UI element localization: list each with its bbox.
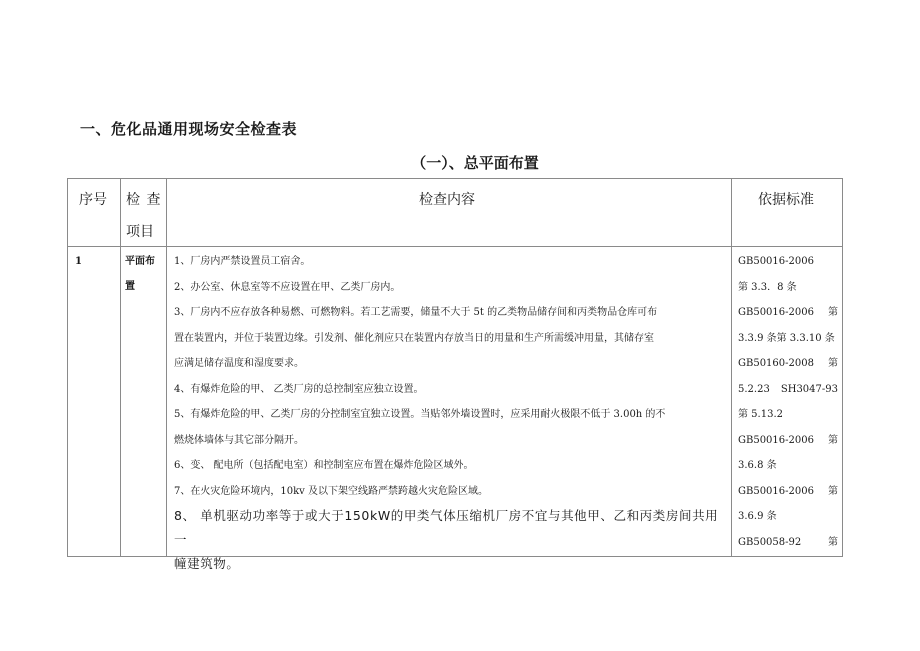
content-line: 7、在火灾危险环境内，10kv 及以下架空线路严禁跨越火灾危险区域。 (174, 485, 488, 497)
column-divider (120, 179, 121, 556)
row-item (125, 249, 165, 299)
column-divider (166, 179, 167, 556)
standard-line: 第 3.3．8 条 (738, 281, 797, 293)
standard-line: 3.3.9 条第 3.3.10 条 (738, 332, 835, 344)
standard-line: GB50160-2008 第 (738, 358, 838, 369)
header-item-line2: 项目 (126, 224, 154, 240)
header-divider (68, 246, 842, 247)
header-item-line1: 检 查 (126, 192, 162, 208)
standard-line: 3.6.9 条 (738, 511, 777, 522)
row-item-line2: 置 (125, 281, 135, 292)
content-line: 应满足储存温度和湿度要求。 (174, 358, 304, 369)
standard-line: GB50016-2006 (738, 256, 814, 267)
standard-line: 5.2.23 SH3047-93 (738, 383, 838, 395)
content-line: 3、厂房内不应存放各种易燃、可燃物料。若工艺需要，储量不大于 5t 的乙类物品储存间和丙类物品仓库可布 (174, 307, 658, 318)
content-line: 燃烧体墙体与其它部分隔开。 (174, 434, 304, 446)
document-title: 一、危化品通用现场安全检查表 (80, 120, 298, 138)
standard-line: GB50016-2006 第 (738, 434, 838, 446)
inspection-table (67, 178, 843, 571)
row-standard (738, 249, 838, 555)
row-content (174, 249, 729, 576)
content-line: 6、变、 配电所（包括配电室）和控制室应布置在爆炸危险区域外。 (174, 460, 474, 471)
content-line: 置在装置内，并位于装置边缘。引发剂、催化剂应只在装置内存放当日的用量和生产所需缓冲用量，其储存室 (174, 332, 654, 344)
standard-line: GB50058-92 第 (738, 536, 838, 548)
row-item-line1: 平面布 (125, 256, 155, 267)
content-line: 1、厂房内严禁设置员工宿舍。 (174, 256, 311, 267)
content-line: 2、办公室、休息室等不应设置在甲、乙类厂房内。 (174, 281, 401, 293)
content-line: 8、 单机驱动功率等于或大于150kW的甲类气体压缩机厂房不宜与其他甲、乙和丙类房间共用一 (174, 508, 719, 547)
content-line: 幢建筑物。 (174, 556, 240, 571)
section-title: （一）、总平面布置 (411, 154, 539, 172)
standard-line: 3.6.8 条 (738, 460, 777, 471)
content-line: 4、有爆炸危险的甲、 乙类厂房的总控制室应独立设置。 (174, 383, 424, 395)
column-divider (731, 179, 732, 556)
row-number: 1 (75, 256, 82, 267)
header-no: 序号 (79, 192, 107, 208)
standard-line: 第 5.13.2 (738, 409, 783, 420)
header-content: 检查内容 (419, 192, 475, 208)
header-standard: 依据标准 (758, 192, 814, 208)
content-line: 5、有爆炸危险的甲、乙类厂房的分控制室宜独立设置。当贴邻外墙设置时，应采用耐火极限不低于 3.00h 的不 (174, 409, 666, 420)
standard-line: GB50016-2006 第 (738, 485, 838, 497)
standard-line: GB50016-2006 第 (738, 307, 838, 318)
